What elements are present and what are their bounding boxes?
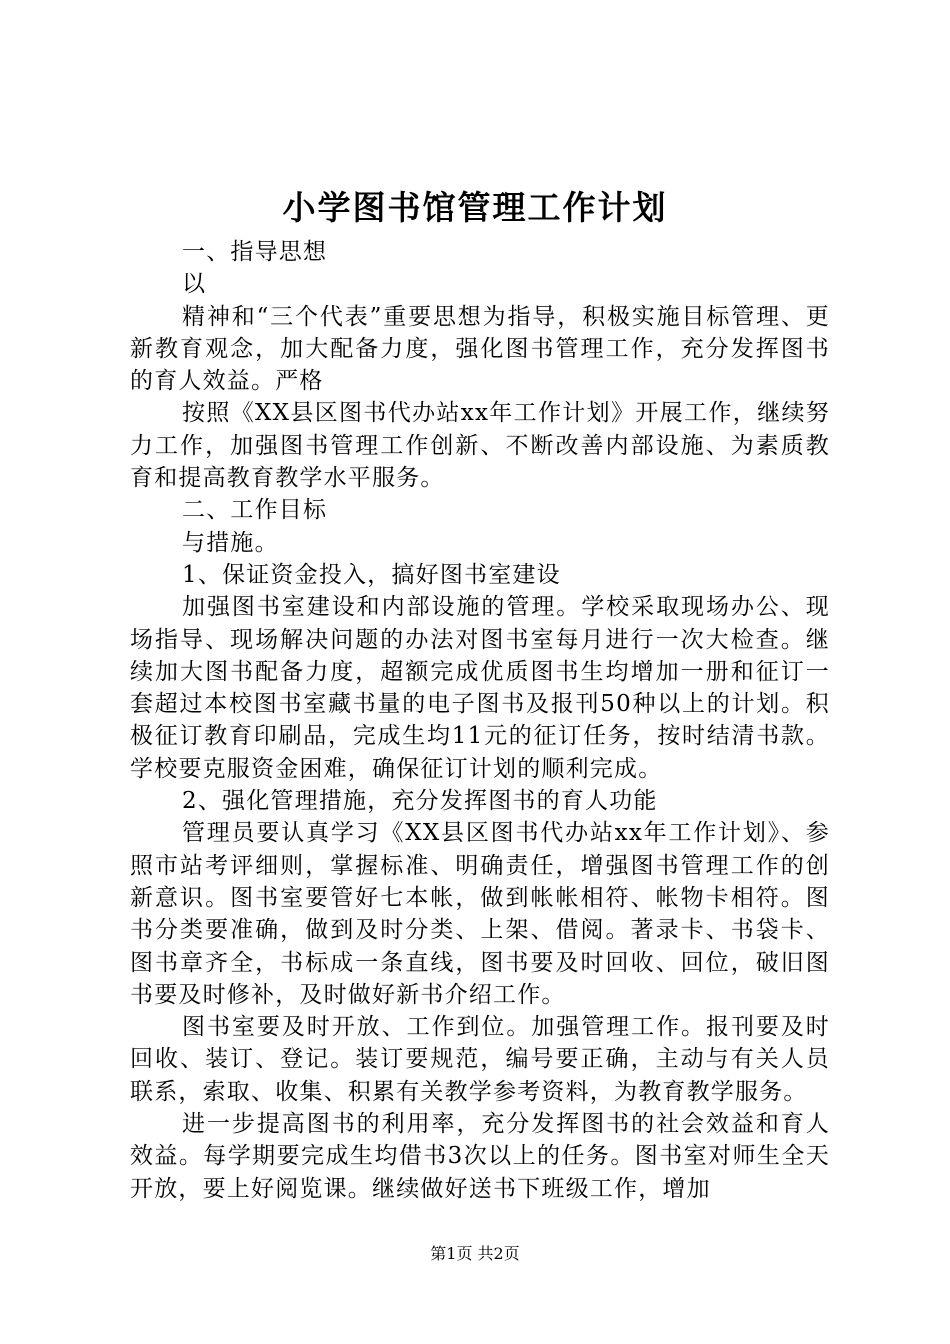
- document-body: [130, 236, 830, 1205]
- subheading-funding: 1、保证资金投入，搞好图书室建设: [182, 561, 561, 588]
- paragraph: 与措施。: [182, 529, 279, 556]
- section-heading-guiding-ideology: 一、指导思想: [182, 239, 328, 265]
- paragraph: 精神和“三个代表”重要思想为指导，积极实施目标管理、更新教育观念，加大配备力度，强化图书管理工作，充分发挥图书的育人效益。严格: [130, 303, 830, 395]
- paragraph: 管理员要认真学习《XX县区图书代办站xx年工作计划》、参照市站考评细则，掌握标准、明确责任，增强图书管理工作的创新意识。图书室要管好七本帐，做到帐帐相符、帐物卡相符。图书分类要准确，做到及时分类、上架、借阅。著录卡、书袋卡、图书章齐全，书标成一条直线，图书要及时回收、回位，破旧图书要及时修补，及时做好新书介绍工作。: [130, 820, 830, 1008]
- document-title: 小学图书馆管理工作计划: [282, 188, 668, 227]
- paragraph: 图书室要及时开放、工作到位。加强管理工作。报刊要及时回收、装订、登记。装订要规范，编号要正确，主动与有关人员联系，索取、收集、积累有关教学参考资料，为教育教学服务。: [130, 1014, 830, 1105]
- paragraph: 进一步提高图书的利用率，充分发挥图书的社会效益和育人效益。每学期要完成生均借书3次以上的任务。图书室对师生全天开放，要上好阅览课。继续做好送书下班级工作，增加: [130, 1111, 830, 1202]
- section-heading-work-goals: 二、工作目标: [182, 497, 328, 524]
- page-footer: 第1页 共2页: [430, 1244, 520, 1263]
- paragraph: 以: [182, 271, 207, 298]
- paragraph: 加强图书室建设和内部设施的管理。学校采取现场办公、现场指导、现场解决问题的办法对图书室每月进行一次大检查。继续加大图书配备力度，超额完成优质图书生均增加一册和征订一套超过本校图书室藏书量的电子图书及报刊50种以上的计划。积极征订教育印刷品，完成生均11元的征订任务，按时结清书款。学校要克服资金困难，确保征订计划的顺利完成。: [130, 594, 830, 782]
- paragraph: 按照《XX县区图书代办站xx年工作计划》开展工作，继续努力工作，加强图书管理工作创新、不断改善内部设施、为素质教育和提高教育教学水平服务。: [130, 400, 830, 492]
- subheading-management-measures: 2、强化管理措施，充分发挥图书的育人功能: [182, 788, 658, 815]
